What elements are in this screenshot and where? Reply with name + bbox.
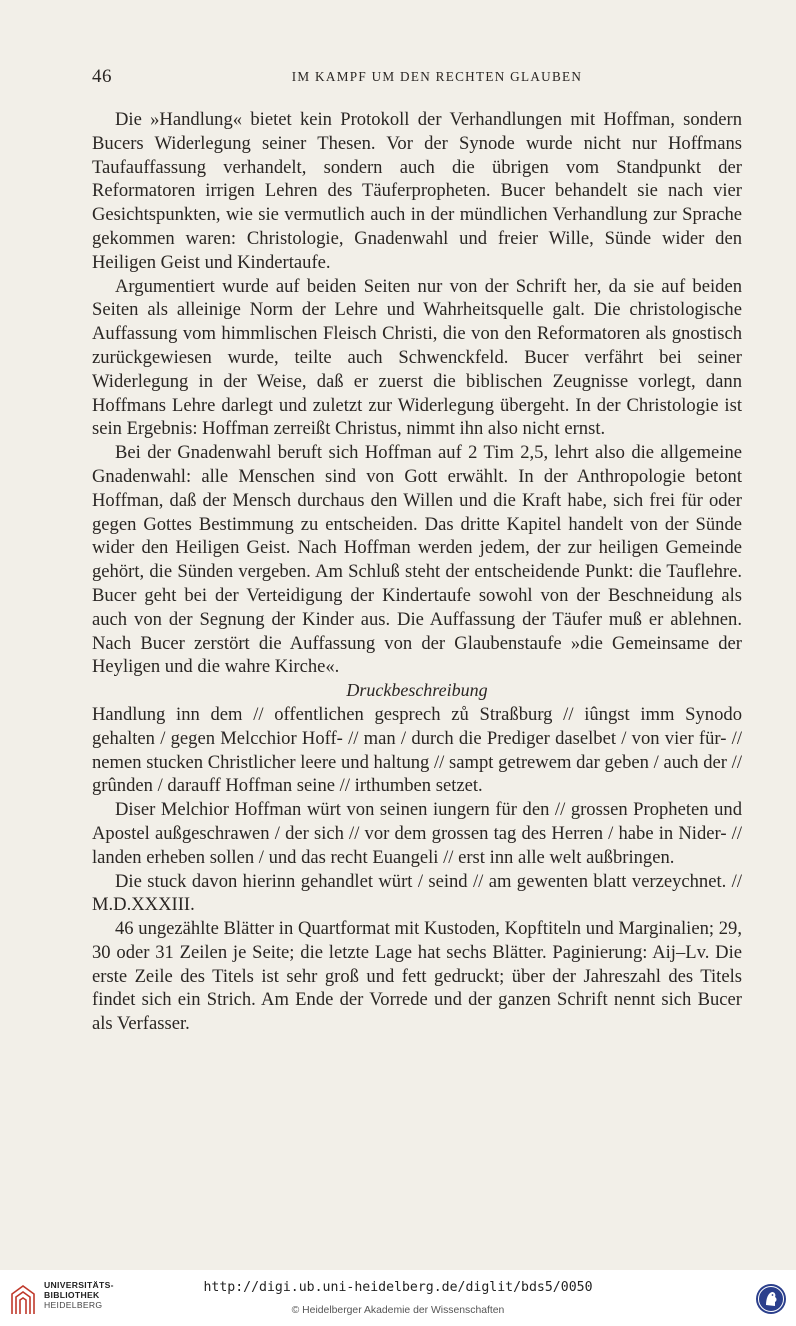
paragraph: Die stuck davon hierinn gehandlet würt / seind // am gewenten blatt verzeychnet. // M.D.XXXIII. xyxy=(92,870,742,916)
permalink-url[interactable]: http://digi.ub.uni-heidelberg.de/diglit/bds5/0050 xyxy=(203,1280,593,1295)
paragraph: Argumentiert wurde auf beiden Seiten nur von der Schrift her, da sie auf beiden Seiten als alleinige Norm der Lehre und Wahrheitsquelle galt. Die christologische Auffassung vom himmlischen Fleisch Christi, die von den Reformatoren als gnostisch zurückgewiesen wurde, teilte auch Schwenckfeld. Bucer verfährt bei seiner Widerlegung in der Weise, daß er zuerst die biblischen Zeugnisse vorlegt, dann Hoffmans Lehre darlegt und zuletzt zur Widerlegung übergeht. In der Christologie ist sein Ergebnis: Hoffman zerreißt Christus, nimmt ihn also nicht ernst. xyxy=(92,275,742,440)
page-number: 46 xyxy=(92,66,112,87)
paragraph: Bei der Gnadenwahl beruft sich Hoffman auf 2 Tim 2,5, lehrt also die allgemeine Gnadenwahl: alle Menschen sind von Gott erwählt. In der Anthropologie betont Hoffman, daß der Mensch durchaus den Willen und die Kraft habe, sich frei für oder gegen Gottes Bestimmung zu entscheiden. Das dritte Kapitel handelt von der Sünde wider den Heiligen Geist. Nach Hoffman werden jedem, der zur heiligen Gemeinde gehört, die Sünden vergeben. Am Schluß steht der entscheidende Punkt: die Tauflehre. Bucer geht bei der Verteidigung der Kindertaufe sowohl von der Beschneidung als auch von der Segnung der Kinder aus. Die Auffassung der Täufer muß er ablehnen. Nach Bucer zerstört die Auffassung von der Glaubenstaufe »die Gemeinsame der Heyligen und die wahre Kirche«. xyxy=(92,442,742,678)
copyright-notice: © Heidelberger Akademie der Wissenschaften xyxy=(291,1305,505,1316)
paragraph: 46 ungezählte Blätter in Quartformat mit Kustoden, Kopftiteln und Marginalien; 29, 30 oder 31 Zeilen je Seite; die letzte Lage hat sechs Blätter. Paginierung: Aij–Lv. Die erste Zeile des Titels ist sehr groß und fett gedruckt; über der Jahreszahl des Titels findet sich ein Strich. Am Ende der Vorrede und der ganzen Schrift nennt sich Bucer als Verfasser. xyxy=(92,918,742,1035)
institution-line: BIBLIOTHEK xyxy=(44,1290,100,1300)
institution-line: UNIVERSITÄTS- xyxy=(44,1280,114,1290)
running-title: IM KAMPF UM DEN RECHTEN GLAUBEN xyxy=(291,69,583,84)
section-heading: Druckbeschreibung xyxy=(346,680,488,701)
viewer-footer xyxy=(0,1270,796,1326)
paragraph: Die »Handlung« bietet kein Protokoll der Verhandlungen mit Hoffman, sondern Bucers Widerlegung seiner Thesen. Vor der Synode wurde nicht nur Hoffmans Taufauffassung verhandelt, sondern auch die übrigen vom Standpunkt der Reformatoren irrigen Lehren des Täuferpropheten. Bucer behandelt sie nach vier Gesichtspunkten, wie sie vermutlich auch in der mündlichen Verhandlung zur Sprache gekommen waren: Christologie, Gnadenwahl und freier Wille, Sünde wider den Heiligen Geist und Kindertaufe. xyxy=(92,109,742,273)
institution-line: HEIDELBERG xyxy=(44,1300,103,1310)
print-title-description: Handlung inn dem // offentlichen gesprech zů Straßburg // iûngst imm Synodo gehalten / gegen Melcchior Hoff- // man / durch die Prediger daselbet / von vier für- // nemen stucken Christlicher leere und haltung // sampt getrewem dar geben / auch der // grûnden / darauff Hoffman seine // irthumben setzet. xyxy=(92,703,742,797)
body-text xyxy=(92,108,742,1036)
paragraph: Diser Melchior Hoffman würt von seinen iungern für den // grossen Propheten und Apostel außgeschrawen / der sich // vor dem grossen tag des Herren / habe in Nider- // landen erheben sollen / und das recht Euangeli // erst inn alle welt außbringen. xyxy=(92,799,742,868)
academy-seal-icon[interactable] xyxy=(755,1283,787,1315)
page-header xyxy=(92,66,742,88)
